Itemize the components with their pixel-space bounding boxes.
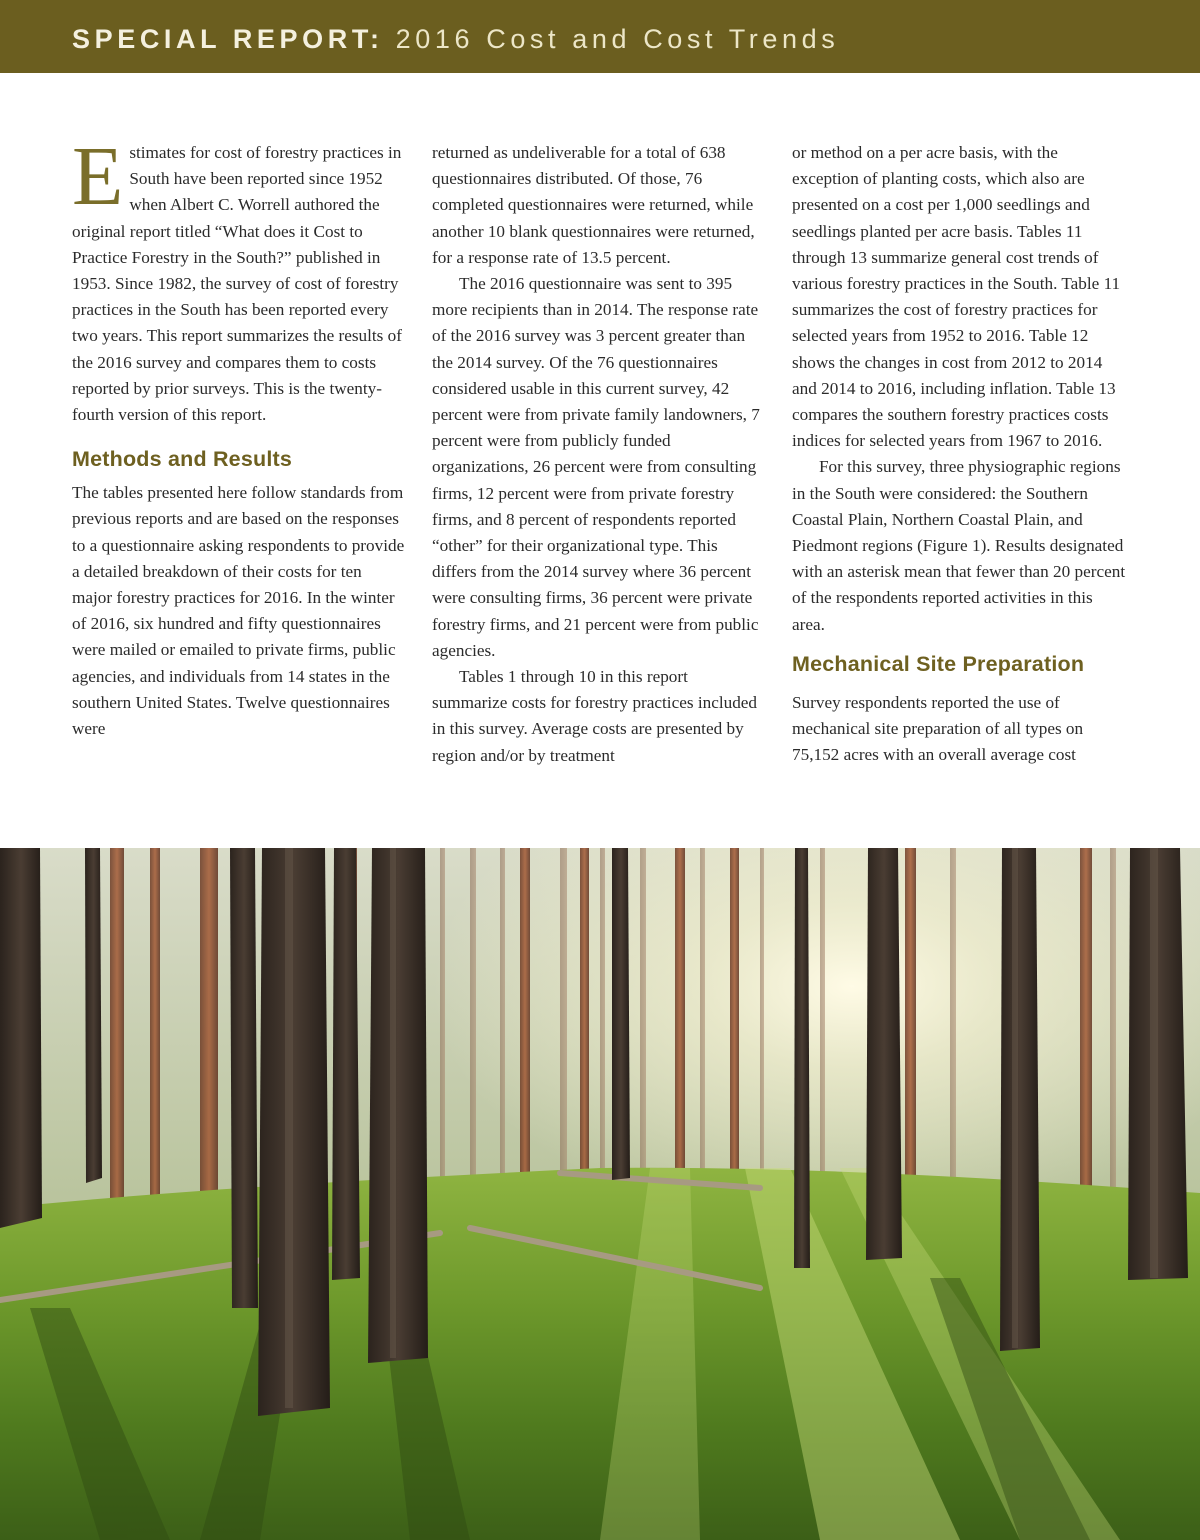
response-paragraph: The 2016 questionnaire was sent to 395 more recipients than in 2014. The response rate of the 2016 survey was 3 percent greater than the 2014 survey. Of the 76 questionnaires considered usable in this current survey, 42 percent were from private family landowners, 7 percent were from publicly funded organizations, 26 percent were from consulting firms, 12 percent were from private forestry firms, and 8 percent of respondents reported “other” for their organizational type. This differs from the 2014 survey where 36 percent were consulting firms, 36 percent were private forestry firms, and 21 percent were from public agencies. [432, 274, 760, 660]
header-label: SPECIAL REPORT: [72, 24, 384, 54]
header-subtitle: 2016 Cost and Cost Trends [395, 24, 840, 54]
forest-photo [0, 848, 1200, 1540]
forest-illustration [0, 848, 1200, 1540]
mechanical-paragraph: Survey respondents reported the use of mechanical site preparation of all types on 75,152 acres with an overall average cost [792, 692, 1084, 765]
text-column-2 [432, 140, 766, 769]
methods-paragraph-continued: returned as undeliverable for a total of 638 questionnaires distributed. Of those, 76 completed questionnaires were returned, while another 10 blank questionnaires were returned, for a response rate of 13.5 percent. [432, 143, 755, 267]
tables-paragraph: Tables 1 through 10 in this report summarize costs for forestry practices included in this survey. Average costs are presented by region and/or by treatment [432, 667, 758, 765]
text-column-3 [792, 140, 1126, 768]
intro-text: stimates for cost of forestry practices in South have been reported since 1952 when Albert C. Worrell authored the original report titled “What does it Cost to Practice Forestry in the South?” published in 1953. Since 1982, the survey of cost of forestry practices in the South has been reported every two years. This report summarizes the results of the 2016 survey and compares them to costs reported by prior surveys. This is the twenty-fourth version of this report. [72, 143, 402, 425]
regions-paragraph: For this survey, three physiographic regions in the South were considered: the Southern Coastal Plain, Northern Coastal Plain, and Piedmont regions (Figure 1). Results designated with an asterisk mean that fewer than 20 percent of the respondents reported activities in this area. [792, 457, 1126, 634]
text-column-1 [72, 130, 406, 742]
page-header-title [72, 22, 839, 56]
section-heading-methods: Methods and Results [72, 447, 293, 472]
section-heading-mechanical: Mechanical Site Preparation [792, 651, 1085, 676]
methods-paragraph: The tables presented here follow standards from previous reports and are based on the responses to a questionnaire asking respondents to provide a detailed breakdown of their costs for ten major forestry practices for 2016. In the winter of 2016, six hundred and fifty questionnaires were mailed or emailed to private firms, public agencies, and individuals from 14 states in the southern United States. Twelve questionnaires were [72, 483, 405, 739]
tables-paragraph-continued: or method on a per acre basis, with the exception of planting costs, which also are presented on a cost per 1,000 seedlings and seedlings planted per acre basis. Tables 11 through 13 summarize general cost trends of various forestry practices in the South. Table 11 summarizes the cost of forestry practices for selected years from 1952 to 2016. Table 12 shows the changes in cost from 2012 to 2014 and 2014 to 2016, including inflation. Table 13 compares the southern forestry practices costs indices for selected years from 1967 to 2016. [792, 143, 1121, 451]
intro-paragraph [72, 130, 406, 428]
drop-cap: E [72, 130, 124, 223]
